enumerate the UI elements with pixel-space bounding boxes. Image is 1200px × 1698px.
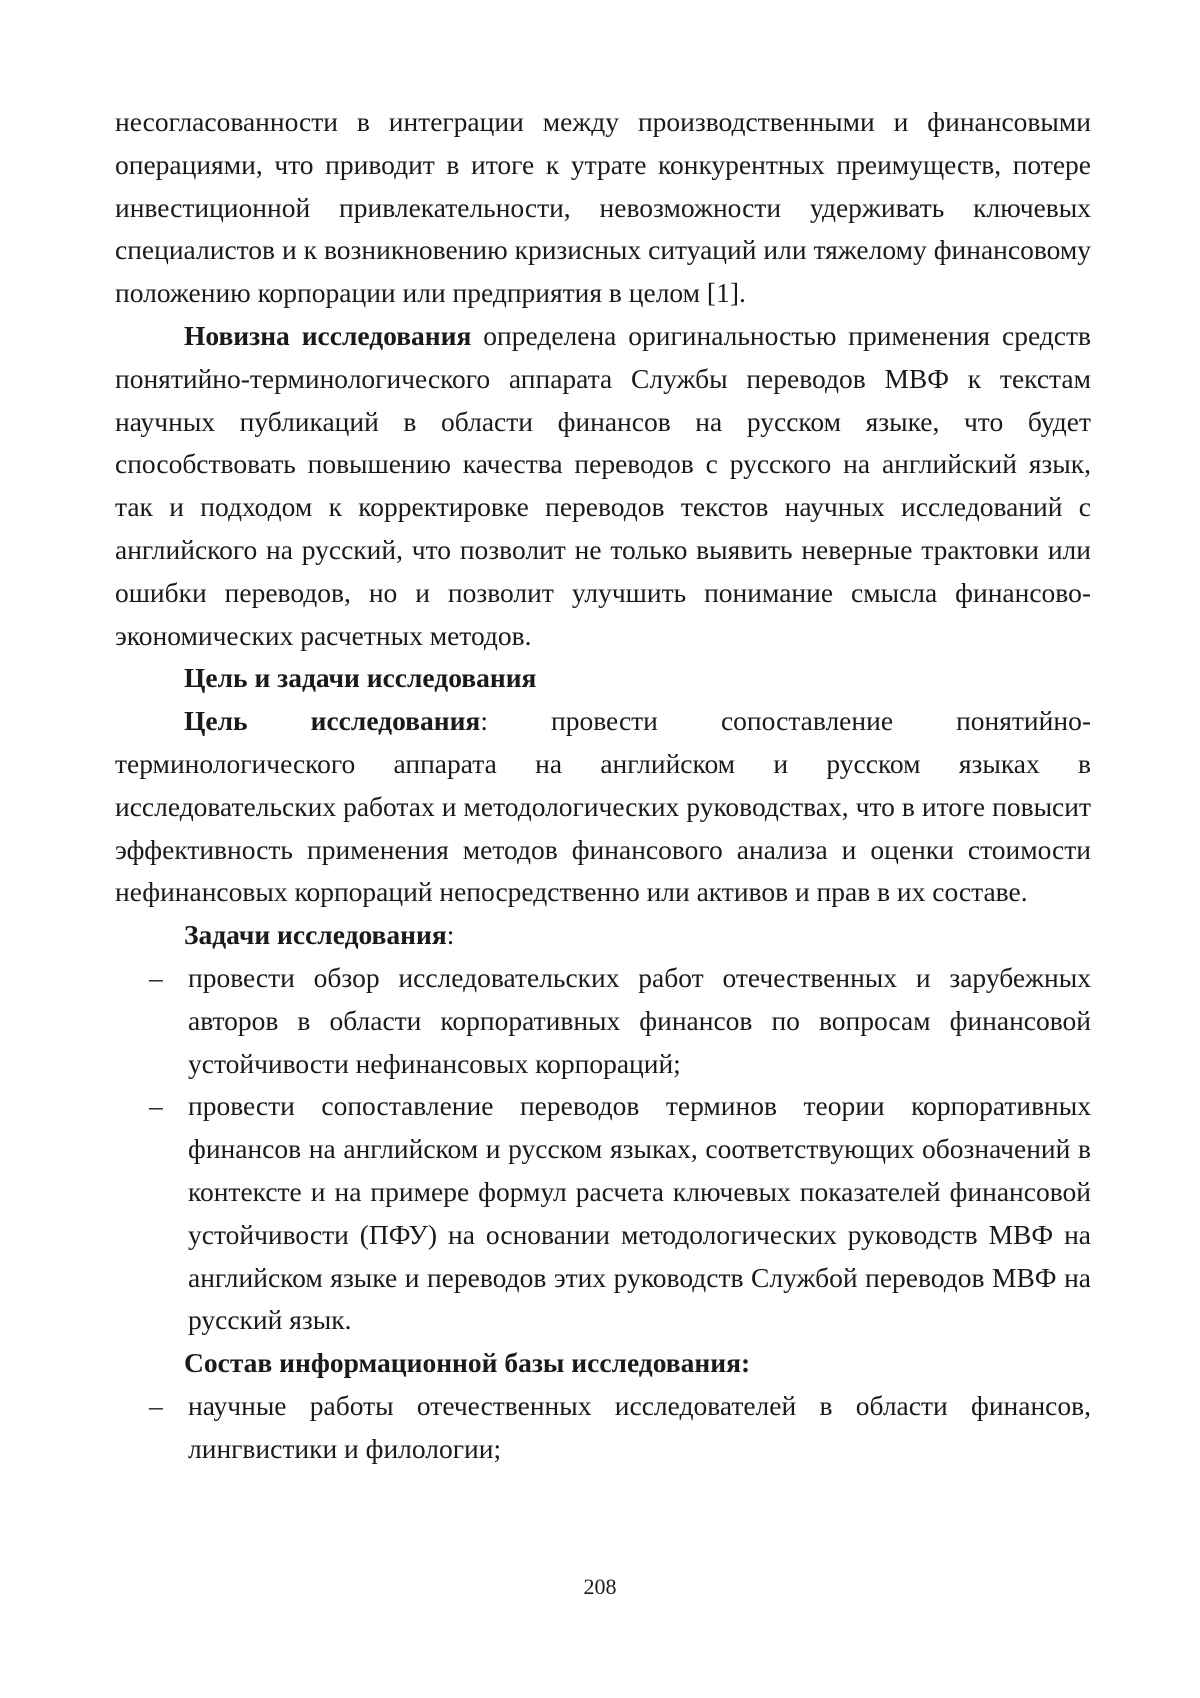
tasks-heading xyxy=(115,914,1091,957)
novelty-lead: Новизна исследования xyxy=(184,319,472,351)
tasks-lead: Задачи исследования xyxy=(184,919,447,951)
paragraph-novelty xyxy=(115,315,1091,657)
dash-bullet: – xyxy=(149,961,163,993)
paragraph-goal xyxy=(115,700,1091,914)
list-item-text: провести сопоставление переводов терминов теории корпоративных финансов на английском и русском языках, соответствующих обозначений в контексте и на примере формул расчета ключевых показателей финансовой устойчивости (ПФУ) на основании методологических руководств МВФ на английском языке и переводов этих руководств Службой переводов МВФ на русский язык. xyxy=(188,1090,1091,1336)
infobase-list xyxy=(115,1385,1091,1471)
paragraph-intro: несогласованности в интеграции между производственными и финансовыми операциями, что приводит в итоге к утрате конкурентных преимуществ, потере инвестиционной привлекательности, невозможности удерживать ключевых специалистов и к возникновению кризисных ситуаций или тяжелому финансовому положению корпорации или предприятия в целом [1]. xyxy=(115,106,1091,309)
dash-bullet: – xyxy=(149,1090,163,1122)
goal-text: : провести сопоставление понятийно-терминологического аппарата на английском и русском языках в исследовательских работах и методологических руководствах, что в итоге повысит эффективность применения методов финансового анализа и оценки стоимости нефинансовых корпораций непосредственно или активов и прав в их составе. xyxy=(115,705,1091,908)
infobase-heading: Состав информационной базы исследования: xyxy=(184,1347,751,1379)
novelty-text: определена оригинальностью применения средств понятийно-терминологического аппарата Службы переводов МВФ к текстам научных публикаций в области финансов на русском языке, что будет способствовать повышению качества переводов с русского на английский язык, так и подходом к корректировке переводов текстов научных исследований с английского на русский, что позволит не только выявить неверные трактовки или ошибки переводов, но и позволит улучшить понимание смысла финансово-экономических расчетных методов. xyxy=(115,319,1091,651)
page-number: 208 xyxy=(583,1574,617,1599)
tasks-colon: : xyxy=(446,919,455,951)
document-page xyxy=(115,101,1091,1471)
list-item xyxy=(115,1085,1091,1342)
goals-heading: Цель и задачи исследования xyxy=(184,662,537,694)
dash-bullet: – xyxy=(149,1389,163,1421)
list-item-text: провести обзор исследовательских работ отечественных и зарубежных авторов в области корпоративных финансов по вопросам финансовой устойчивости нефинансовых корпораций; xyxy=(188,961,1091,1079)
goal-lead: Цель исследования xyxy=(184,705,481,737)
list-item xyxy=(115,1385,1091,1471)
list-item xyxy=(115,957,1091,1085)
list-item-text: научные работы отечественных исследователей в области финансов, лингвистики и филологии; xyxy=(188,1389,1091,1464)
tasks-list xyxy=(115,957,1091,1342)
